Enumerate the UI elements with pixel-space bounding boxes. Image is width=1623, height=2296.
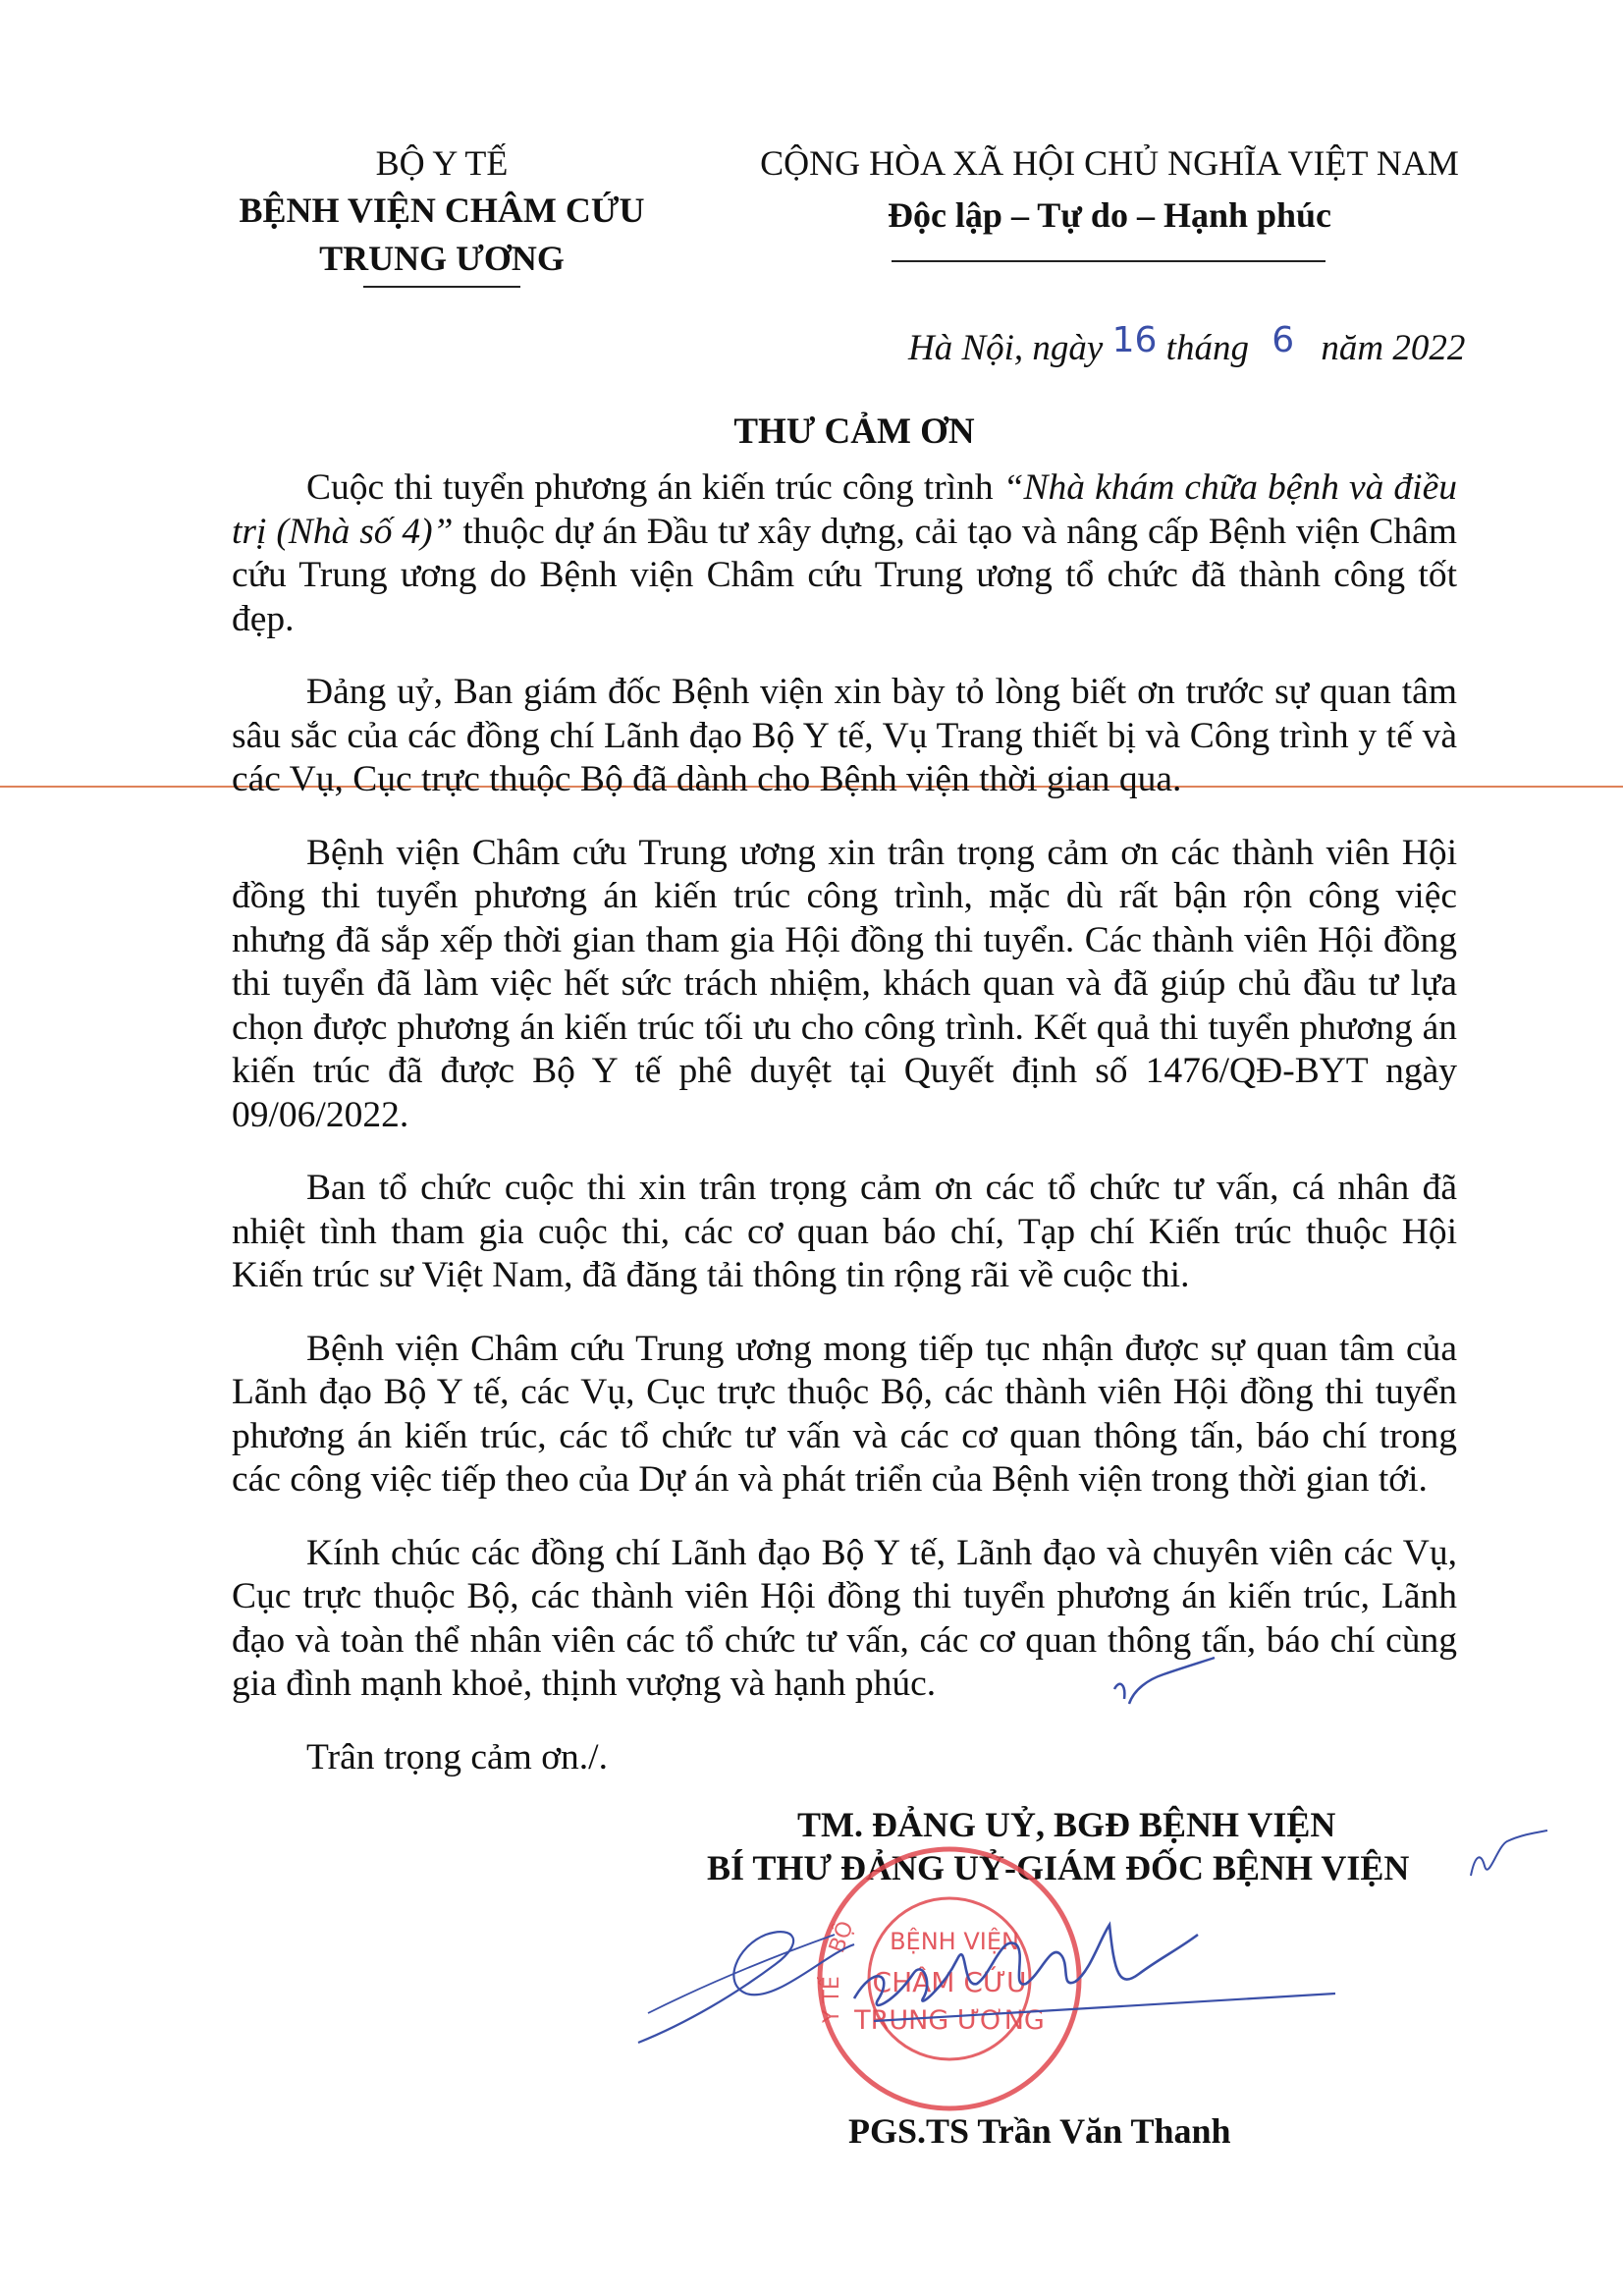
stamp-text-top: BỆNH VIỆN: [890, 1928, 1019, 1955]
hospital-name-line1: BỆNH VIỆN CHÂM CỨU: [239, 191, 645, 230]
letter-title: THƯ CẢM ƠN: [733, 411, 975, 452]
initial-mark: [1105, 1650, 1222, 1719]
initial-mark-2: [1463, 1827, 1551, 1886]
national-motto: Độc lập – Tự do – Hạnh phúc: [887, 195, 1332, 235]
closing-line: Trân trọng cảm ơn./.: [306, 1736, 608, 1777]
date-prefix: Hà Nội, ngày: [908, 328, 1104, 368]
stamp-arc-left: BỘ: [825, 1918, 859, 1957]
ministry-name: BỘ Y TẾ: [375, 143, 509, 183]
hospital-name-line2: TRUNG ƯƠNG: [319, 239, 565, 278]
paragraph-3: Bệnh viện Châm cứu Trung ương xin trân trọng cảm ơn các thành viên Hội đồng thi tuyển phương án kiến trúc công trình, mặc dù rất bận rộn công việc nhưng đã sắp xếp thời gian tham gia Hội đồng thi tuyển. Các thành viên Hội đồng thi tuyển đã làm việc hết sức trách nhiệm, khách quan và đã giúp chủ đầu tư lựa chọn được phương án kiến trúc tối ưu cho công trình. Kết quả thi tuyển phương án kiến trúc đã được Bộ Y tế phê duyệt tại Quyết định số 1476/QĐ-BYT ngày 09/06/2022.: [232, 832, 1457, 1135]
paragraph-4: Ban tổ chức cuộc thi xin trân trọng cảm ơn các tổ chức tư vấn, cá nhân đã nhiệt tình tham gia cuộc thi, các cơ quan báo chí, Tạp chí Kiến trúc thuộc Hội Kiến trúc sư Việt Nam, đã đăng tải thông tin rộng rãi về cuộc thi.: [232, 1168, 1457, 1295]
date-day-handwritten: 16: [1111, 320, 1158, 360]
date-month-label: tháng: [1165, 328, 1249, 368]
right-header-underline: [892, 260, 1325, 262]
handwritten-signature: [628, 1866, 1355, 2062]
paragraph-1: Cuộc thi tuyển phương án kiến trúc công trình “Nhà khám chữa bệnh và điều trị (Nhà số 4)” thuộc dự án Đầu tư xây dựng, cải tạo và nâng cấp Bệnh viện Châm cứu Trung ương do Bệnh viện Châm cứu Trung ương tổ chức đã thành công tốt đẹp.: [232, 467, 1457, 639]
letter-body: [232, 466, 1457, 1809]
date-month-handwritten: 6: [1271, 320, 1295, 360]
paragraph-5: Bệnh viện Châm cứu Trung ương mong tiếp tục nhận được sự quan tâm của Lãnh đạo Bộ Y tế, các Vụ, Cục trực thuộc Bộ, các thành viên Hội đồng thi tuyển phương án kiến trúc, các tổ chức tư vấn và các cơ quan thông tấn, báo chí trong các công việc tiếp theo của Dự án và phát triển của Bệnh viện trong thời gian tới.: [232, 1328, 1457, 1500]
paragraph-6: Kính chúc các đồng chí Lãnh đạo Bộ Y tế, Lãnh đạo và chuyên viên các Vụ, Cục trực thuộc Bộ, các thành viên Hội đồng thi tuyển phương án kiến trúc, Lãnh đạo và toàn thể nhân viên các tổ chức tư vấn, các cơ quan thông tấn, báo chí cùng gia đình mạnh khoẻ, thịnh vượng và hạnh phúc.: [232, 1532, 1457, 1704]
date-line: [908, 320, 1466, 368]
signature-title-1: TM. ĐẢNG UỶ, BGĐ BỆNH VIỆN: [797, 1805, 1336, 1844]
project-name: “Nhà khám chữa bệnh và điều trị (Nhà số 4)”: [232, 467, 1457, 552]
left-header-underline: [363, 286, 520, 288]
date-year: năm 2022: [1321, 328, 1466, 368]
country-name: CỘNG HÒA XÃ HỘI CHỦ NGHĨA VIỆT NAM: [760, 143, 1459, 183]
stamp-text-middle: CHÂM CỨU: [872, 1966, 1027, 1998]
stamp-arc-left-2: Y TẾ: [820, 1976, 844, 2023]
signer-name: PGS.TS Trần Văn Thanh: [848, 2111, 1231, 2151]
paragraph-2: Đảng uỷ, Ban giám đốc Bệnh viện xin bày tỏ lòng biết ơn trước sự quan tâm sâu sắc của các đồng chí Lãnh đạo Bộ Y tế, Vụ Trang thiết bị và Công trình y tế và các Vụ, Cục trực thuộc Bộ đã dành cho Bệnh viện thời gian qua.: [232, 672, 1457, 799]
signature-title-2: BÍ THƯ ĐẢNG UỶ-GIÁM ĐỐC BỆNH VIỆN: [707, 1848, 1410, 1887]
stamp-text-bottom: TRUNG ƯƠNG: [854, 2005, 1045, 2036]
